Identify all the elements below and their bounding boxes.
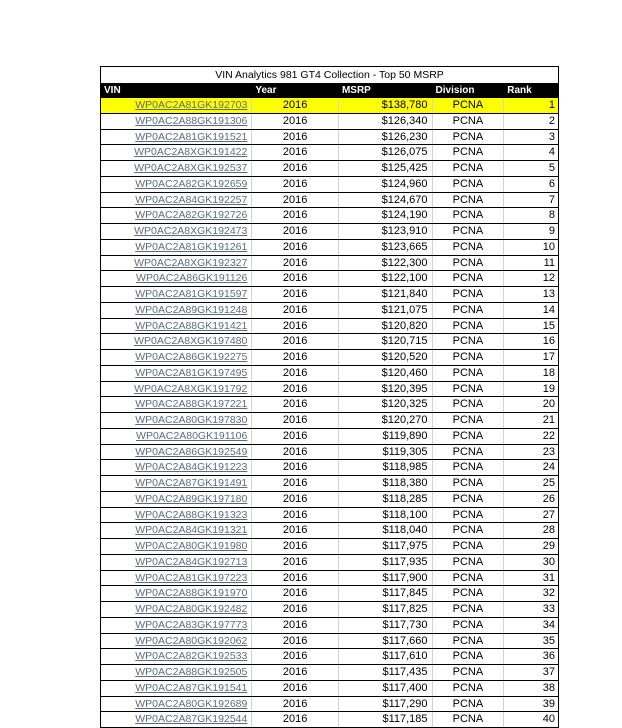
vin-link[interactable]: WP0AC2A84GK192257 [101, 193, 252, 208]
vin-link[interactable]: WP0AC2A84GK191223 [101, 460, 252, 475]
division-cell: PCNA [433, 555, 505, 570]
rank-cell: 37 [542, 666, 555, 678]
year-cell: 2016 [252, 177, 339, 192]
year-cell: 2016 [252, 634, 339, 649]
year-cell: 2016 [252, 319, 339, 334]
division-cell: PCNA [433, 649, 505, 664]
column-header-year[interactable]: Year [255, 85, 277, 96]
table-row[interactable] [100, 586, 559, 602]
division-cell: PCNA [433, 177, 505, 192]
division-cell: PCNA [433, 571, 505, 586]
division-cell: PCNA [433, 130, 505, 145]
vin-link[interactable]: WP0AC2A88GK191421 [101, 319, 252, 334]
division-cell: PCNA [433, 508, 505, 523]
msrp-cell: $118,100 [339, 508, 433, 523]
vin-link[interactable]: WP0AC2A83GK197773 [101, 618, 252, 633]
rank-cell: 10 [542, 240, 555, 253]
vin-link[interactable]: WP0AC2A81GK191261 [101, 240, 252, 255]
division-cell: PCNA [433, 224, 505, 239]
rank-cell: 27 [542, 508, 555, 521]
msrp-cell: $117,975 [339, 539, 433, 554]
division-cell: PCNA [433, 114, 505, 129]
rank-cell: 20 [542, 398, 555, 411]
msrp-cell: $126,340 [339, 114, 433, 129]
rank-cell: 15 [542, 319, 555, 332]
msrp-cell: $124,670 [339, 193, 433, 208]
division-cell: PCNA [433, 319, 505, 334]
rank-cell: 32 [542, 587, 555, 600]
year-cell: 2016 [252, 224, 339, 239]
table-row[interactable] [100, 177, 559, 193]
rank-cell: 35 [542, 634, 555, 647]
column-header-division[interactable]: Division [435, 85, 475, 96]
vin-link[interactable]: WP0AC2A80GK191980 [101, 539, 252, 554]
column-header-msrp[interactable]: MSRP [341, 85, 371, 96]
rank-cell: 13 [542, 288, 555, 300]
msrp-cell: $126,075 [339, 145, 433, 160]
rank-cell: 14 [542, 303, 555, 316]
division-cell: PCNA [433, 539, 505, 554]
msrp-cell: $123,910 [339, 224, 433, 239]
division-cell: PCNA [433, 681, 505, 696]
division-cell: PCNA [433, 476, 505, 491]
msrp-cell: $120,820 [339, 319, 433, 334]
msrp-cell: $123,665 [339, 240, 433, 255]
division-cell: PCNA [433, 208, 505, 223]
table-row[interactable] [100, 697, 559, 713]
division-cell: PCNA [433, 634, 505, 649]
msrp-cell: $122,100 [339, 271, 433, 286]
year-cell: 2016 [252, 271, 339, 286]
msrp-cell: $121,075 [339, 303, 433, 318]
division-cell: PCNA [433, 460, 505, 475]
table-row[interactable] [100, 193, 559, 209]
table-row[interactable] [100, 145, 559, 161]
msrp-cell: $119,305 [339, 445, 433, 460]
year-cell: 2016 [252, 382, 339, 397]
division-cell: PCNA [433, 397, 505, 412]
msrp-cell: $117,845 [339, 586, 433, 601]
msrp-cell: $117,610 [339, 649, 433, 664]
vin-link[interactable]: WP0AC2A86GK192275 [101, 350, 252, 365]
year-cell: 2016 [252, 397, 339, 412]
rank-cell: 4 [548, 146, 555, 159]
vin-link[interactable]: WP0AC2A84GK192713 [101, 555, 252, 570]
table-row[interactable] [100, 492, 559, 508]
year-cell: 2016 [252, 98, 339, 113]
table-row[interactable] [100, 130, 559, 146]
msrp-cell: $117,185 [339, 712, 433, 727]
table-row[interactable] [100, 208, 559, 224]
division-cell: PCNA [433, 350, 505, 365]
vin-link[interactable]: WP0AC2A88GK192505 [101, 665, 252, 680]
table-row[interactable] [100, 287, 559, 303]
table-row[interactable] [100, 665, 559, 681]
msrp-cell: $120,270 [339, 413, 433, 428]
table-row[interactable] [100, 539, 559, 555]
vin-link[interactable]: WP0AC2A87GK191541 [101, 681, 252, 696]
msrp-cell: $120,520 [339, 350, 433, 365]
table-row[interactable] [100, 350, 559, 366]
year-cell: 2016 [252, 114, 339, 129]
year-cell: 2016 [252, 256, 339, 271]
rank-cell: 29 [542, 540, 555, 552]
rank-cell: 26 [542, 492, 555, 505]
rank-cell: 17 [542, 351, 555, 363]
table-row[interactable] [100, 303, 559, 319]
vin-link[interactable]: WP0AC2A80GK192689 [101, 697, 252, 712]
vin-link[interactable]: WP0AC2A82GK192659 [101, 177, 252, 192]
division-cell: PCNA [433, 366, 505, 381]
rank-cell: 36 [542, 650, 555, 663]
table-row[interactable] [100, 460, 559, 476]
year-cell: 2016 [252, 523, 339, 538]
division-cell: PCNA [433, 334, 505, 349]
year-cell: 2016 [252, 145, 339, 160]
rank-cell: 21 [542, 414, 555, 426]
msrp-cell: $117,400 [339, 681, 433, 696]
msrp-cell: $117,730 [339, 618, 433, 633]
msrp-cell: $117,290 [339, 697, 433, 712]
year-cell: 2016 [252, 208, 339, 223]
division-cell: PCNA [433, 413, 505, 428]
rank-cell: 18 [542, 366, 555, 379]
vin-link[interactable]: WP0AC2A88GK197221 [101, 397, 252, 412]
rank-cell: 23 [542, 445, 555, 458]
vin-link[interactable]: WP0AC2A82GK192533 [101, 649, 252, 664]
msrp-cell: $122,300 [339, 256, 433, 271]
msrp-cell: $125,425 [339, 161, 433, 176]
rank-cell: 31 [542, 571, 555, 584]
division-cell: PCNA [433, 303, 505, 318]
msrp-cell: $119,890 [339, 429, 433, 444]
msrp-cell: $118,985 [339, 460, 433, 475]
vin-link[interactable]: WP0AC2A82GK192726 [101, 208, 252, 223]
year-cell: 2016 [252, 586, 339, 601]
rank-cell: 9 [548, 225, 555, 237]
division-cell: PCNA [433, 429, 505, 444]
vin-link[interactable]: WP0AC2A8XGK192473 [101, 224, 252, 239]
rank-cell: 22 [542, 429, 555, 442]
table-row[interactable] [100, 397, 559, 413]
year-cell: 2016 [252, 712, 339, 727]
year-cell: 2016 [252, 161, 339, 176]
year-cell: 2016 [252, 429, 339, 444]
year-cell: 2016 [252, 508, 339, 523]
msrp-cell: $124,960 [339, 177, 433, 192]
table-row[interactable] [100, 334, 559, 350]
rank-cell: 12 [542, 272, 555, 285]
msrp-cell: $118,040 [339, 523, 433, 538]
rank-cell: 28 [542, 524, 555, 537]
year-cell: 2016 [252, 571, 339, 586]
table-row[interactable] [100, 571, 559, 587]
rank-cell: 1 [548, 99, 555, 111]
division-cell: PCNA [433, 665, 505, 680]
vin-link[interactable]: WP0AC2A8XGK192537 [101, 161, 252, 176]
msrp-cell: $120,395 [339, 382, 433, 397]
division-cell: PCNA [433, 287, 505, 302]
msrp-cell: $138,780 [339, 98, 433, 113]
vin-link[interactable]: WP0AC2A89GK197180 [101, 492, 252, 507]
table-row[interactable] [100, 508, 559, 524]
division-cell: PCNA [433, 161, 505, 176]
year-cell: 2016 [252, 681, 339, 696]
division-cell: PCNA [433, 445, 505, 460]
year-cell: 2016 [252, 445, 339, 460]
vin-link[interactable]: WP0AC2A88GK191306 [101, 114, 252, 129]
division-cell: PCNA [433, 492, 505, 507]
vin-link[interactable]: WP0AC2A80GK191106 [101, 429, 252, 444]
year-cell: 2016 [252, 602, 339, 617]
year-cell: 2016 [252, 618, 339, 633]
division-cell: PCNA [433, 193, 505, 208]
rank-cell: 34 [542, 618, 555, 631]
vin-link[interactable]: WP0AC2A80GK192482 [101, 602, 252, 617]
table-row[interactable] [100, 224, 559, 240]
column-header-vin[interactable]: VIN [104, 85, 121, 96]
table-row[interactable] [100, 649, 559, 665]
rank-cell: 6 [548, 177, 555, 190]
table-row[interactable] [100, 413, 559, 429]
rank-cell: 30 [542, 555, 555, 568]
division-cell: PCNA [433, 256, 505, 271]
rank-cell: 3 [548, 130, 555, 143]
division-cell: PCNA [433, 586, 505, 601]
msrp-cell: $117,435 [339, 665, 433, 680]
table-row[interactable] [100, 445, 559, 461]
year-cell: 2016 [252, 460, 339, 475]
msrp-cell: $118,285 [339, 492, 433, 507]
msrp-table [100, 66, 559, 728]
msrp-cell: $120,325 [339, 397, 433, 412]
table-title: VIN Analytics 981 GT4 Collection - Top 50 MSRP [100, 66, 559, 83]
table-row[interactable] [100, 366, 559, 382]
year-cell: 2016 [252, 303, 339, 318]
vin-link[interactable]: WP0AC2A8XGK191792 [101, 382, 252, 397]
year-cell: 2016 [252, 649, 339, 664]
year-cell: 2016 [252, 665, 339, 680]
year-cell: 2016 [252, 130, 339, 145]
table-row[interactable] [100, 240, 559, 256]
table-row[interactable] [100, 161, 559, 177]
vin-link[interactable]: WP0AC2A80GK192062 [101, 634, 252, 649]
rank-cell: 39 [542, 697, 555, 710]
year-cell: 2016 [252, 366, 339, 381]
year-cell: 2016 [252, 555, 339, 570]
rank-cell: 16 [542, 335, 555, 348]
table-row[interactable] [100, 98, 559, 114]
vin-link[interactable]: WP0AC2A8XGK191422 [101, 145, 252, 160]
table-row[interactable] [100, 476, 559, 492]
rank-cell: 40 [542, 713, 555, 726]
msrp-cell: $117,935 [339, 555, 433, 570]
msrp-cell: $117,900 [339, 571, 433, 586]
vin-link[interactable]: WP0AC2A8XGK197480 [101, 334, 252, 349]
rank-cell: 38 [542, 681, 555, 694]
year-cell: 2016 [252, 476, 339, 491]
year-cell: 2016 [252, 697, 339, 712]
msrp-cell: $118,380 [339, 476, 433, 491]
msrp-cell: $117,660 [339, 634, 433, 649]
year-cell: 2016 [252, 492, 339, 507]
vin-link[interactable]: WP0AC2A81GK192703 [101, 98, 252, 113]
rank-cell: 5 [548, 162, 555, 174]
vin-link[interactable]: WP0AC2A81GK191521 [101, 130, 252, 145]
rank-cell: 2 [548, 114, 555, 127]
vin-link[interactable]: WP0AC2A81GK197495 [101, 366, 252, 381]
vin-link[interactable]: WP0AC2A87GK192544 [101, 712, 252, 727]
rank-cell: 11 [543, 256, 555, 269]
msrp-cell: $126,230 [339, 130, 433, 145]
rank-cell: 24 [542, 461, 555, 474]
division-cell: PCNA [433, 382, 505, 397]
division-cell: PCNA [433, 712, 505, 727]
rank-cell: 25 [542, 477, 555, 489]
table-row[interactable] [100, 712, 559, 728]
vin-link[interactable]: WP0AC2A81GK197223 [101, 571, 252, 586]
division-cell: PCNA [433, 618, 505, 633]
table-header [100, 83, 559, 98]
vin-link[interactable]: WP0AC2A86GK192549 [101, 445, 252, 460]
year-cell: 2016 [252, 287, 339, 302]
year-cell: 2016 [252, 193, 339, 208]
year-cell: 2016 [252, 413, 339, 428]
vin-link[interactable]: WP0AC2A88GK191970 [101, 586, 252, 601]
vin-link[interactable]: WP0AC2A89GK191248 [101, 303, 252, 318]
table-row[interactable] [100, 602, 559, 618]
table-body [100, 98, 559, 728]
table-row[interactable] [100, 319, 559, 335]
division-cell: PCNA [433, 602, 505, 617]
msrp-cell: $120,460 [339, 366, 433, 381]
vin-link[interactable]: WP0AC2A84GK191321 [101, 523, 252, 538]
vin-link[interactable]: WP0AC2A8XGK192327 [101, 256, 252, 271]
column-header-rank[interactable]: Rank [507, 85, 532, 96]
msrp-cell: $121,840 [339, 287, 433, 302]
vin-link[interactable]: WP0AC2A87GK191491 [101, 476, 252, 491]
division-cell: PCNA [433, 697, 505, 712]
rank-cell: 7 [548, 193, 555, 206]
table-row[interactable] [100, 618, 559, 634]
vin-link[interactable]: WP0AC2A88GK191323 [101, 508, 252, 523]
msrp-cell: $124,190 [339, 208, 433, 223]
division-cell: PCNA [433, 145, 505, 160]
table-row[interactable] [100, 681, 559, 697]
vin-link[interactable]: WP0AC2A81GK191597 [101, 287, 252, 302]
rank-cell: 33 [542, 603, 555, 615]
table-row[interactable] [100, 555, 559, 571]
division-cell: PCNA [433, 523, 505, 538]
year-cell: 2016 [252, 240, 339, 255]
division-cell: PCNA [433, 271, 505, 286]
msrp-cell: $117,825 [339, 602, 433, 617]
table-row[interactable] [100, 634, 559, 650]
table-row[interactable] [100, 271, 559, 287]
vin-link[interactable]: WP0AC2A86GK191126 [101, 271, 252, 286]
rank-cell: 8 [548, 209, 555, 222]
year-cell: 2016 [252, 539, 339, 554]
table-row[interactable] [100, 382, 559, 398]
msrp-cell: $120,715 [339, 334, 433, 349]
rank-cell: 19 [542, 382, 555, 395]
division-cell: PCNA [433, 98, 505, 113]
table-row[interactable] [100, 523, 559, 539]
division-cell: PCNA [433, 240, 505, 255]
table-row[interactable] [100, 114, 559, 130]
year-cell: 2016 [252, 334, 339, 349]
vin-link[interactable]: WP0AC2A80GK197830 [101, 413, 252, 428]
year-cell: 2016 [252, 350, 339, 365]
table-row[interactable] [100, 256, 559, 272]
table-row[interactable] [100, 429, 559, 445]
